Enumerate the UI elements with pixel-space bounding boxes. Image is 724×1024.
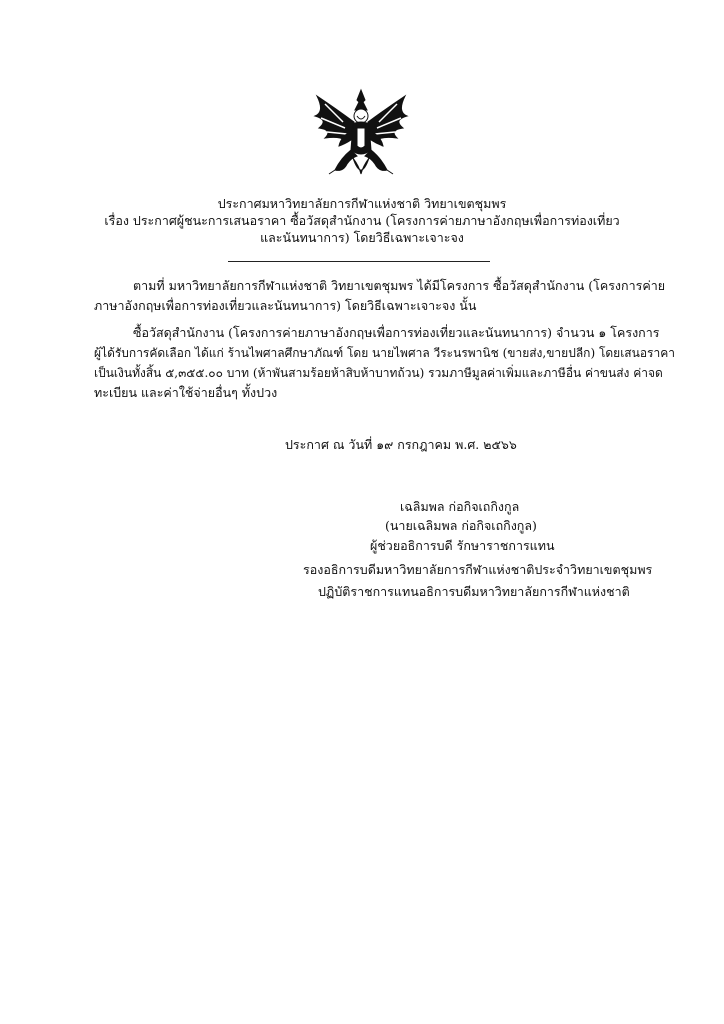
subject-line-1: เรื่อง ประกาศผู้ชนะการเสนอราคา ซื้อวัสดุสำนักงาน (โครงการค่ายภาษาอังกฤษเพื่อการท่องเที่ยว	[104, 213, 620, 228]
paragraph-2-line-4: ทะเบียน และค่าใช้จ่ายอื่นๆ ทั้งปวง	[94, 385, 278, 400]
announcement-title: ประกาศมหาวิทยาลัยการกีฬาแห่งชาติ วิทยาเขตชุมพร	[217, 196, 507, 211]
separator-line	[228, 261, 490, 262]
paragraph-2-line-1: ซื้อวัสดุสำนักงาน (โครงการค่ายภาษาอังกฤษเพื่อการท่องเที่ยวและนันทนาการ) จำนวน ๑ โครงการ	[133, 325, 660, 340]
announcement-date: ประกาศ ณ วันที่ ๑๙ กรกฎาคม พ.ศ. ๒๕๖๖	[285, 437, 517, 452]
subject-line-2: และนันทนาการ) โดยวิธีเฉพาะเจาะจง	[260, 230, 464, 245]
signature-name: เฉลิมพล ก่อกิจเถกิงกูล	[400, 499, 520, 514]
signer-full-name: (นายเฉลิมพล ก่อกิจเถกิงกูล)	[385, 518, 537, 533]
paragraph-1-line-1: ตามที่ มหาวิทยาลัยการกีฬาแห่งชาติ วิทยาเขตชุมพร ได้มีโครงการ ซื้อวัสดุสำนักงาน (โครงการค่าย	[133, 278, 666, 293]
signer-position-3: ปฏิบัติราชการแทนอธิการบดีมหาวิทยาลัยการกีฬาแห่งชาติ	[318, 584, 630, 599]
signer-position-1: ผู้ช่วยอธิการบดี รักษาราชการแทน	[370, 538, 555, 553]
garuda-emblem-icon	[305, 88, 417, 184]
paragraph-2-line-2: ผู้ได้รับการคัดเลือก ได้แก่ ร้านไพศาลศึกษาภัณฑ์ โดย นายไพศาล วีระนรพานิช (ขายส่ง,ขายปลีก) โดยเสนอราคา	[94, 346, 675, 360]
paragraph-1-line-2: ภาษาอังกฤษเพื่อการท่องเที่ยวและนันทนาการ) โดยวิธีเฉพาะเจาะจง นั้น	[94, 298, 477, 313]
signer-position-2: รองอธิการบดีมหาวิทยาลัยการกีฬาแห่งชาติประจำวิทยาเขตชุมพร	[303, 562, 653, 577]
paragraph-2-line-3: เป็นเงินทั้งสิ้น ๕,๓๕๕.๐๐ บาท (ห้าพันสามร้อยห้าสิบห้าบาทถ้วน) รวมภาษีมูลค่าเพิ่มและภาษีอื่น ค่าขนส่ง ค่าจด	[94, 366, 663, 380]
